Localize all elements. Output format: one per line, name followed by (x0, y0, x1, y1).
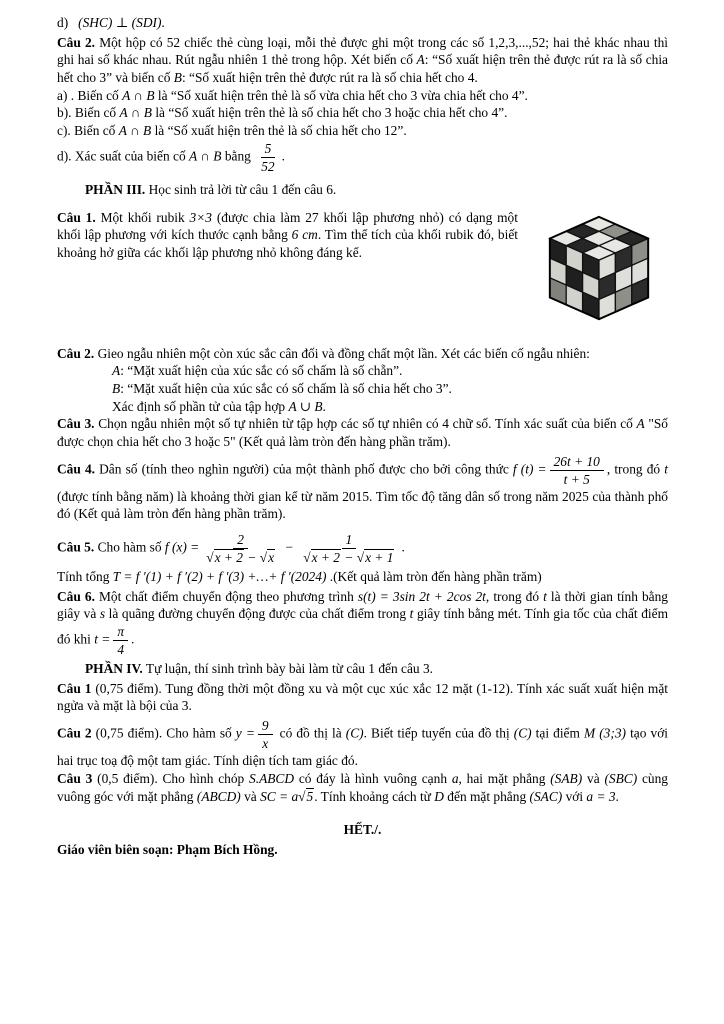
fraction (202, 532, 279, 565)
math-expression: f (t) = (512, 461, 547, 477)
text-run: tạo với hai trục toạ độ một tam giác. Tính diện tích tam giác đó. (57, 725, 669, 769)
text-run: c). Biến cố (57, 123, 119, 139)
text-run: Xác định số phần tử của tập hợp (112, 398, 289, 414)
text-run: Chọn ngẫu nhiên một số tự nhiên từ tập hợp các số tự nhiên có 4 chữ số. Tính xác suất của biến cố (94, 416, 637, 432)
text-run: Học sinh trả lời từ câu 1 đến câu 6. (145, 181, 337, 197)
math-expression: A ∩ B (119, 105, 152, 121)
math-expression: T = f ′(1) + f ′(2) + f ′(3) +…+ f ′(2024) (112, 569, 327, 584)
part-label: PHẦN III. (85, 181, 146, 197)
fraction-denominator (299, 549, 398, 565)
math-expression: (SHC) ⊥ (SDI) (78, 15, 162, 30)
math-expression: A ∩ B (189, 148, 222, 164)
text-run: Cho hàm số (94, 539, 165, 555)
question-label: Câu 2. (57, 34, 96, 50)
math-expression: SC = a (260, 788, 299, 804)
text-run: (được tính bằng năm) là khoảng thời gian kể từ năm 2015. Tìm tốc độ tăng dân số trong năm 2025 của thành phố đó (Kết quả làm tròn đến hàng phần trăm). (57, 488, 668, 522)
event-a-line (57, 362, 668, 380)
fraction (299, 532, 398, 565)
math-expression: D (434, 788, 444, 804)
math-expression: B (112, 380, 121, 396)
fraction-numerator: 1 (342, 532, 357, 549)
text-run: là “Số xuất hiện trên thẻ là số chia hết cho 3 hoặc chia hết cho 4”. (151, 105, 508, 121)
question-label: Câu 4. (57, 461, 95, 477)
operator: − (282, 539, 297, 555)
math-expression: (C) (513, 725, 532, 741)
text-run: bằng (221, 148, 255, 164)
text-run: Tự luận, thí sinh trình bày bài làm từ câu 1 đến câu 3. (142, 661, 433, 677)
question-3-part4 (57, 770, 668, 805)
statement-d (57, 14, 668, 32)
text-run: . (615, 788, 619, 804)
text-run: , trong đó (485, 588, 544, 604)
text-run: : “Số xuất hiện trên thẻ được rút ra là số chia hết cho 4. (181, 70, 478, 86)
text-run: là “Số xuất hiện trên thẻ là số vừa chia hết cho 3 vừa chia hết cho 4”. (154, 87, 528, 103)
math-expression: A ∩ B (122, 87, 155, 103)
sqrt-expression (303, 549, 341, 565)
text-run: với (562, 788, 587, 804)
math-expression: t (543, 588, 547, 604)
union-question-line (57, 398, 668, 416)
math-expression: (SAC) (529, 788, 563, 804)
text-run: .(Kết quả làm tròn đến hàng phần trăm) (326, 569, 542, 584)
text-run: đến mặt phẳng (443, 788, 530, 804)
part-label: PHẦN IV. (85, 661, 143, 677)
question-label: Câu 2 (57, 725, 92, 741)
math-expression: (SAB) (550, 770, 583, 786)
question-label: Câu 1. (57, 209, 96, 225)
fraction-numerator: 5 (261, 141, 276, 158)
sqrt-expression (357, 549, 395, 565)
radicand: x + 2 (214, 550, 243, 565)
fraction-denominator (202, 549, 279, 565)
text-run: (được chia làm 27 khối lập phương nhỏ) có dạng một khối lập phương với kích thước cạnh bằng (57, 209, 518, 243)
math-expression: t (664, 461, 669, 477)
math-expression: A ∪ B (288, 398, 323, 414)
sqrt-expression (206, 549, 244, 565)
option-b (57, 104, 668, 122)
question-2-truefalse (57, 34, 668, 87)
text-run: Tính tổng (57, 569, 113, 584)
radicand: x + 1 (365, 550, 394, 565)
text-run: (0,5 điểm). Cho hình chóp (92, 770, 250, 786)
fraction (550, 454, 604, 487)
option-d (57, 140, 668, 175)
question-label: Câu 5. (57, 539, 95, 555)
text-run: Một chất điểm chuyển động theo phương trình (94, 588, 358, 604)
math-expression: M (3;3) (584, 725, 626, 741)
item-marker: d) (57, 15, 69, 30)
question-5-sum-line (57, 568, 668, 586)
text-run: có đồ thị là (275, 725, 346, 741)
math-expression: 3×3 (189, 209, 212, 225)
text-run: tại điểm (531, 725, 584, 741)
text-run: . (161, 15, 165, 30)
math-expression: t (409, 606, 414, 622)
radicand: x + 2 (311, 550, 340, 565)
math-expression: A (636, 416, 645, 432)
question-2-part4 (57, 717, 668, 770)
question-1-part4 (57, 680, 668, 715)
math-expression: a = 3 (586, 788, 616, 804)
text-run: . Biết tiếp tuyến của đồ thị (363, 725, 514, 741)
math-expression: A (416, 52, 425, 68)
question-6-part3 (57, 588, 668, 658)
fraction-denominator: 52 (261, 158, 275, 174)
math-expression: A (112, 363, 121, 379)
option-c (57, 122, 668, 140)
sqrt-expression (298, 788, 314, 804)
event-b-line (57, 380, 668, 398)
question-4-part3 (57, 453, 668, 523)
text-run: Gieo ngẫu nhiên một còn xúc sắc cân đối và đồng chất một lần. Xét các biến cố ngẫu nhiên: (94, 345, 590, 361)
question-label: Câu 3. (57, 416, 95, 432)
text-run: Một khối rubik (95, 209, 190, 225)
question-1-part3 (57, 209, 668, 331)
fraction (257, 141, 278, 174)
text-run: b). Biến cố (57, 105, 120, 121)
fraction-denominator: 4 (117, 642, 125, 658)
option-a (57, 87, 668, 105)
text-run: cùng vuông góc với mặt phẳng (57, 770, 668, 804)
teacher-line: Giáo viên biên soạn: Phạm Bích Hồng. (57, 841, 278, 857)
fraction-denominator: x (262, 736, 269, 752)
fraction-numerator: 26t + 10 (550, 454, 604, 471)
operator: − (243, 550, 260, 565)
question-5-part3 (57, 531, 668, 566)
text-run: . (401, 539, 405, 555)
part4-heading (57, 660, 668, 678)
end-marker: HẾT./. (343, 822, 382, 838)
operator: − (341, 550, 357, 565)
text-run: : “Mặt xuất hiện của xúc sắc có số chấm là số chẵn”. (120, 363, 403, 379)
text-run: là thời gian tính bằng giây và (57, 588, 668, 622)
rubiks-cube-image (532, 209, 666, 327)
question-label: Câu 2. (57, 345, 95, 361)
math-expression: 6 cm (291, 227, 318, 243)
text-run: : “Mặt xuất hiện của xúc sắc có số chấm là số chia hết cho 3”. (120, 380, 452, 396)
math-expression: S.ABCD (249, 770, 295, 786)
question-label: Câu 1 (57, 680, 92, 696)
text-run: Một hộp có 52 chiếc thẻ cùng loại, mỗi thẻ được ghi một trong các số 1,2,3,...,52; hai thẻ khác nhau thì ghi hai số khác nhau. Rút ngẫu nhiên 1 thẻ trong hộp. Xét biến cố (57, 34, 668, 68)
text-run: . Tính khoảng cách từ (314, 788, 435, 804)
question-2-part3 (57, 345, 668, 363)
fraction (258, 718, 273, 751)
text-run: d). Xác suất của biến cố (57, 148, 189, 164)
question-label: Câu 6. (57, 588, 95, 604)
text-run: a) . Biến cố (57, 87, 123, 103)
text-run: là “Số xuất hiện trên thẻ là số chia hết cho 12”. (151, 123, 407, 139)
text-run: , hai mặt phẳng (458, 770, 551, 786)
math-expression: B (173, 70, 182, 86)
fraction (113, 624, 128, 657)
text-run: . (322, 398, 326, 414)
math-expression: f (x) = (164, 539, 200, 555)
text-run: . (131, 631, 135, 647)
text-run: (0,75 điểm). Tung đồng thời một đồng xu và một cục xúc xắc 12 mặt (1-12). Tính xác suất xuất hiện mặt ngửa và mặt là bội của 3. (57, 680, 668, 714)
text-run: : “Số xuất hiện trên thẻ được rút ra là số chia hết cho 3” và biến cố (57, 52, 668, 86)
fraction-denominator: t + 5 (563, 471, 590, 487)
radicand: 5 (306, 788, 314, 804)
math-expression: y = (235, 725, 255, 741)
part3-heading (57, 181, 668, 199)
text-run: có đáy là hình vuông cạnh (294, 770, 452, 786)
math-expression: (SBC) (604, 770, 638, 786)
text-run: (0,75 điểm). Cho hàm số (91, 725, 236, 741)
text-run: là quãng đường chuyển động được của chất điểm trong (105, 606, 410, 622)
math-expression: s(t) = 3sin 2t + 2cos 2t (357, 588, 486, 604)
text-run: "Số được chọn chia hết cho 3 hoặc 5" (Kết quả làm tròn đến hàng phần trăm). (57, 416, 668, 449)
math-expression: t = (94, 631, 111, 647)
question-label: Câu 3 (57, 770, 93, 786)
math-expression: s (99, 606, 106, 622)
text-run: . Tìm thể tích của khối rubik đó, biết khoảng hở giữa các khối lập phương nhỏ không đáng kể. (57, 227, 518, 260)
question-3-part3 (57, 415, 668, 450)
fraction-numerator: π (113, 624, 128, 641)
radicand: x (268, 550, 275, 565)
text-run: và (582, 770, 605, 786)
fraction-numerator: 9 (258, 718, 273, 735)
sqrt-expression (260, 549, 275, 565)
math-expression: A ∩ B (118, 123, 152, 139)
text-run: và (240, 788, 261, 804)
math-expression: (ABCD) (196, 788, 241, 804)
fraction-numerator: 2 (233, 532, 248, 549)
text-run: , trong đó (606, 461, 665, 477)
math-expression: (C) (345, 725, 364, 741)
text-run: . (281, 148, 285, 164)
text-run: giây tính bằng mét. Tính gia tốc của chất điểm đó khi (57, 606, 668, 647)
text-run: Dân số (tính theo nghìn người) của một thành phố được cho bởi công thức (95, 461, 513, 477)
math-expression: a (451, 770, 459, 786)
